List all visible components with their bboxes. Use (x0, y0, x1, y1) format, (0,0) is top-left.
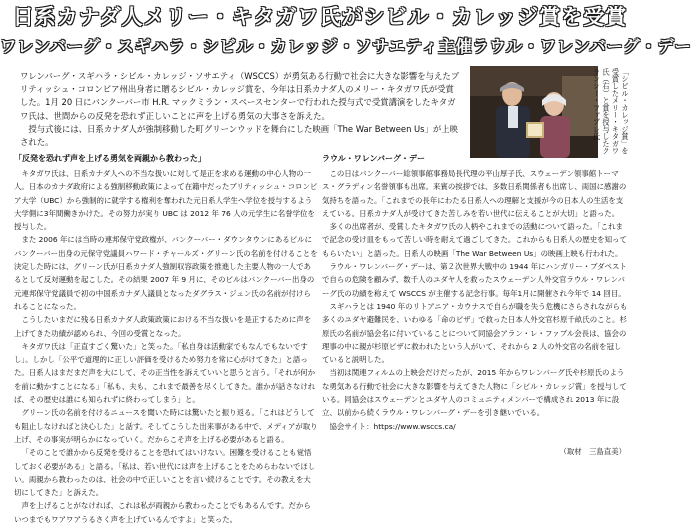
headline: 日系カナダ人メリー・キタガワ氏がシビル・カレッジ賞を受賞 (12, 5, 628, 29)
lead-paragraph (20, 70, 462, 149)
lead-paragraph-2: 授与式後には、日系カナダ人が強制移動した町グリーンウッドを舞台にした映画「The War Between Us」が上映された。 (20, 123, 459, 148)
left-paragraph-7: 声を上げることがなければ、これは私が両親から教わったことでもあるんです。だからいつまでもワアワアうるさく声を上げているんですよ」と笑った。 (14, 501, 311, 524)
right-paragraph-3: ラウル・ワレンバーグ・デーは、第２次世界大戦中の 1944 年にハンガリー・ブダペストで自らの危険を顧みず、数千人のユダヤ人を救ったスウェーデン人外交官ラウル・ワレンバーグ氏の功績を称えて WSCCS が主催する記念行事。毎年1月に開催され今年で 14 回目。 (322, 262, 627, 298)
left-paragraph-6: 「そのことで誰かから反発を受けることを恐れてはいけない。困難を受けることも覚悟しておく必要がある」と語る。「私は、若い世代には声を上げることをためらわないでほしい。両親から教わったのは、社会の中で正しいことを言い続けることです。その教えを大切にしてきた」と訴えた。 (14, 448, 316, 498)
right-paragraph-5: 当初は関連フィルムの上映会だけだったが、2015 年からワレンバーグ氏や杉原氏のような勇気ある行動で社会に大きな影響を与えてきた人物に「シビル・カレッジ賞」を授与している。同協会はスウェーデンとユダヤ人のコミュニティメンバーで構成され 2013 年に設立、以前から続くラウル・ワレンバーグ・デーを引き継いでいる。 (322, 368, 627, 418)
photo-caption: 「シビル・カレッジ賞」を受賞したメリー・キタガワ氏（右）と賞を授与したクランシー・ファブレ氏 (592, 68, 630, 155)
left-column-heading: 「反発を恐れず声を上げる勇気を両親から教わった」 (14, 154, 206, 163)
association-website: 協会サイト：https://www.wsccs.ca/ (329, 421, 456, 431)
left-paragraph-2: また 2006 年には当時の連邦保守党政権が、バンクーバー・ダウンタウンにあるビルにバンクーバー出身の元保守党議員ハワード・チャールズ・グリーン氏の名前を付けることを決定した時には、グリーン氏が日系カナダ人強制収容政策を推進した主要人物の一人であるとして反対運動を起こした。その結果 2007 年 9 月に、そのビルはバンクーバー出身の元連邦保守党議員で初の中国系カナダ人議員となったダグラス・ジュン氏の名前が付けられることになった。 (14, 235, 318, 311)
left-paragraph-4: キタガワ氏は「正直すごく驚いた」と笑った。「私自身は活動家でもなんでもないですし」。しかし「公平で道理的に正しい評価を受けるため努力を常に心がけてきた」と語った。日系人はまだまだ声を大にして、その正当性を訴えていいと思うと言う。「それが何かを前に動かすことになる」「私も、夫も、これまで最善を尽くしてきた。誰かが話さなければ、その歴史は誰にも知られずに終わってしまう」と。 (14, 341, 316, 405)
lead-paragraph-1: ワレンバーグ・スギハラ・シビル・カレッジ・ソサエティ（WSCCS）が勇気ある行動で社会に大きな影響を与えたブリティッシュ・コロンビア州出身者に贈るシビル・カレッジ賞を、今年は日系カナダ人のメリー・キタガワ氏が受賞した。1月 20 日にバンクーバー市 H.R. マックミラン・スペースセンターで行われた授与式で受賞講演をしたキタガワ氏は、世間からの反発を恐れず正しいことに声を上げる勇気の大事さを訴えた。 (20, 71, 460, 121)
award-photo-image (470, 66, 598, 158)
right-paragraph-2: 多くの出席者が、受賞したキタガワ氏の人柄やこれまでの活動について語った。「これまで記念の受け皿をもって苦しい時を耐えて過ごしてきた。これからも日系人の歴史を知ってもらいたい」と語った。日系人の映画「The War Between Us」の映画上映も行われた。 (322, 222, 627, 258)
left-paragraph-5: グリーン氏の名前を付けるニュースを聞いた時には驚いたと振り返る。「これはどうしても阻止しなければと決心した」と話す。そしてこうした出来事がある中で、メディアが取り上げ、その事実が明らかになっていく。だからこそ声を上げる必要があると語る。 (14, 408, 318, 444)
right-paragraph-4: スギハラとは 1940 年のリトアニア・カウナスで自らが職を失う危機にさらされながらも多くのユダヤ避難民を、いわゆる「命のビザ」で救った日本人外交官杉原千畝氏のこと。杉原氏の名前が協会名に付いていることについて同協会アラン・レ・ファブル会長は、協会の理事の中に親が杉原ビザに救われたという人がいて、それから 2 人の外交官の名前を冠していると説明した。 (322, 301, 628, 365)
reporter-credit: （取材 三島直美） (559, 447, 626, 456)
award-photo (470, 66, 598, 158)
subheadline: ワレンバーグ・スギハラ・シビル・カレッジ・ソサエティ主催ラウル・ワレンバーグ・デー (0, 37, 691, 56)
right-column-heading: ラウル・ワレンバーグ・デー (322, 154, 425, 163)
left-paragraph-1: キタガワ氏は、日系カナダ人への不当な扱いに対して是正を求める運動の中心人物の一人。日本のカナダ政府による強制移動政策によって在籍中だったブリティッシュ・コロンビア大学（UBC）から強制的に就学する権利を奪われた元日系人学生へ学位を授与するよう大学側に3年間働きかけた。その努力が実り UBC は 2012 年 76 人の元学生に名誉学位を授与した。 (14, 169, 318, 232)
left-column (14, 152, 318, 526)
right-paragraph-1: この日はバンクーバー総領事館事務局長代理の平山厚子氏、スウェーデン領事館トーマス・グラディン名誉領事も出席。来賓の挨拶では、多数日系関係者も出席し、両国に感謝の気持ちを語った。「これまでの長年にわたる日系人への理解と支援が今の日本人の生活を支えている。日系カナダ人が受けてきた苦しみを若い世代に伝えることが大切」と語った。 (322, 169, 627, 218)
right-column (322, 152, 628, 433)
left-paragraph-3: こうしたいまだに残る日系カナダ人政策政策における不当な扱いを是正するために声を上げてきた功績が認められ、今回の受賞となった。 (14, 315, 312, 338)
